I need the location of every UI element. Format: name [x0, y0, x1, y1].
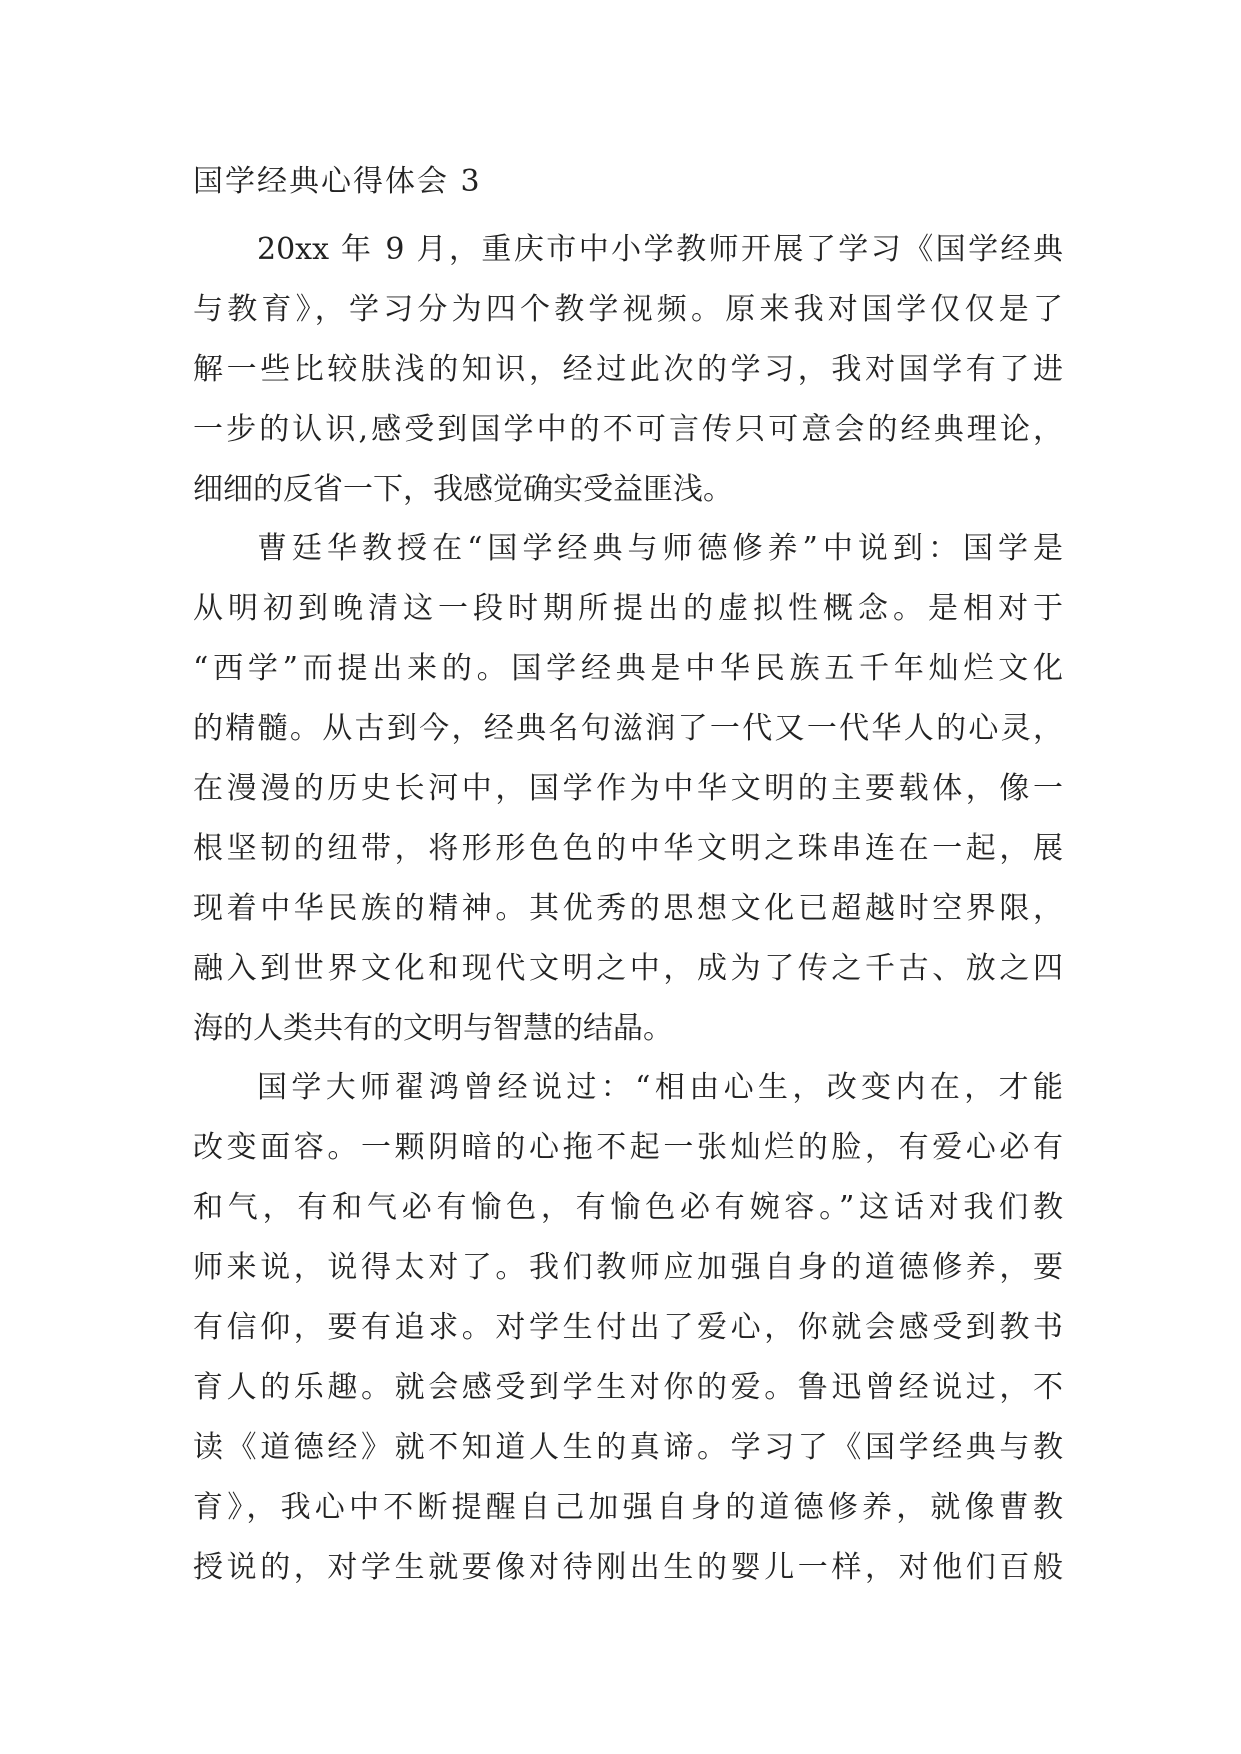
- text-line: 现着中华民族的精神。其优秀的思想文化已超越时空界限，: [193, 890, 1063, 926]
- text-line: 根坚韧的纽带，将形形色色的中华文明之珠串连在一起，展: [193, 830, 1063, 866]
- text-line: 的精髓。从古到今，经典名句滋润了一代又一代华人的心灵，: [193, 711, 1063, 747]
- text-line: 有信仰，要有追求。对学生付出了爱心，你就会感受到教书: [193, 1310, 1063, 1346]
- text-line: 国学大师翟鸿曾经说过：“相由心生，改变内在，才能: [257, 1070, 1063, 1106]
- text-line: 和气，有和气必有愉色，有愉色必有婉容。”这话对我们教: [193, 1190, 1063, 1226]
- text-line: 解一些比较肤浅的知识，经过此次的学习，我对国学有了进: [193, 351, 1063, 387]
- text-line: 改变面容。一颗阴暗的心拖不起一张灿烂的脸，有爱心必有: [193, 1130, 1063, 1166]
- text-line: 细细的反省一下，我感觉确实受益匪浅。: [193, 471, 733, 507]
- text-line: 与教育》，学习分为四个教学视频。原来我对国学仅仅是了: [193, 291, 1063, 327]
- text-line: “西学”而提出来的。国学经典是中华民族五千年灿烂文化: [193, 651, 1063, 687]
- text-line: 融入到世界文化和现代文明之中，成为了传之千古、放之四: [193, 950, 1063, 986]
- text-line: 20xx 年 9 月，重庆市中小学教师开展了学习《国学经典: [257, 232, 1063, 267]
- text-line: 在漫漫的历史长河中，国学作为中华文明的主要载体，像一: [193, 771, 1063, 807]
- text-line: 授说的，对学生就要像对待刚出生的婴儿一样，对他们百般: [193, 1549, 1063, 1585]
- document-title: 国学经典心得体会 3: [193, 164, 482, 199]
- text-line: 育人的乐趣。就会感受到学生对你的爱。鲁迅曾经说过，不: [193, 1369, 1063, 1405]
- paragraph-1: [193, 220, 1063, 519]
- paragraph-3: [193, 1058, 1063, 1597]
- text-line: 师来说，说得太对了。我们教师应加强自身的道德修养，要: [193, 1250, 1063, 1286]
- document-body: [193, 220, 1063, 1597]
- text-line: 一步的认识,感受到国学中的不可言传只可意会的经典理论，: [193, 411, 1063, 447]
- text-line: 曹廷华教授在“国学经典与师德修养”中说到：国学是: [257, 531, 1063, 567]
- text-line: 从明初到晚清这一段时期所提出的虚拟性概念。是相对于: [193, 591, 1063, 627]
- text-line: 读《道德经》就不知道人生的真谛。学习了《国学经典与教: [193, 1429, 1063, 1465]
- paragraph-2: [193, 519, 1063, 1058]
- text-line: 海的人类共有的文明与智慧的结晶。: [193, 1010, 673, 1046]
- text-line: 育》，我心中不断提醒自己加强自身的道德修养，就像曹教: [193, 1489, 1063, 1525]
